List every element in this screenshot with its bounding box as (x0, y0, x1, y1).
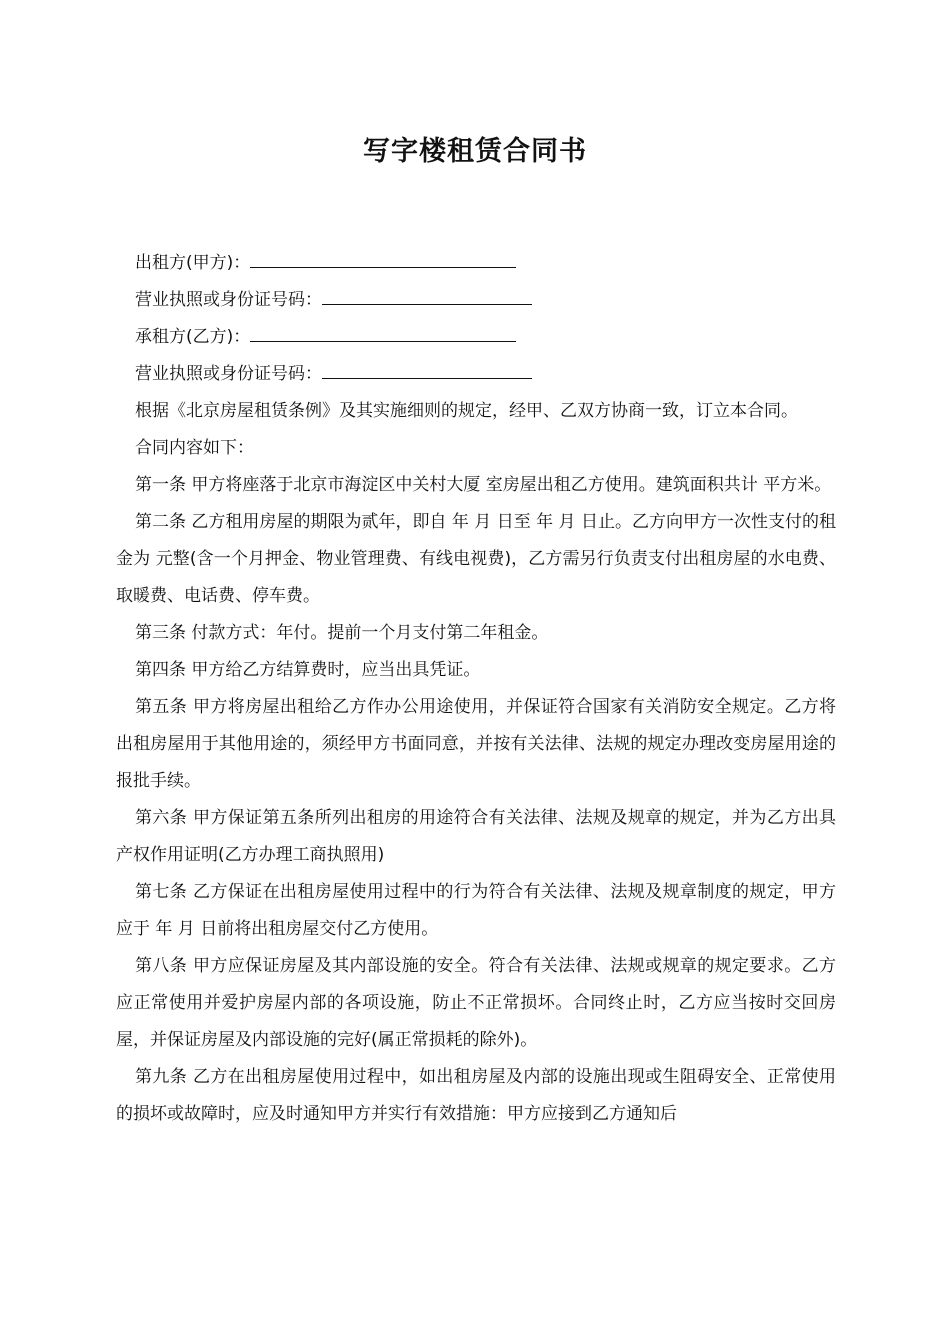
document-title: 写字楼租赁合同书 (363, 136, 587, 167)
lessor-id-blank-line (322, 284, 532, 305)
lessor-blank-line (250, 247, 516, 268)
field-label: 营业执照或身份证号码： (135, 290, 322, 310)
article-2: 第二条 乙方租用房屋的期限为贰年，即自 年 月 日至 年 月 日止。乙方向甲方一次性支付的租金为 元整(含一个月押金、物业管理费、有线电视费)，乙方需另行负责支付出租房屋的水电费、取暖费、电话费、停车费。 (116, 512, 836, 606)
preamble-paragraph: 根据《北京房屋租赁条例》及其实施细则的规定，经甲、乙双方协商一致，订立本合同。 (135, 401, 798, 421)
article-9: 第九条 乙方在出租房屋使用过程中，如出租房屋及内部的设施出现或生阻碍安全、正常使用的损坏或故障时，应及时通知甲方并实行有效措施：甲方应接到乙方通知后 (116, 1067, 836, 1124)
article-6: 第六条 甲方保证第五条所列出租房的用途符合有关法律、法规及规章的规定，并为乙方出具产权作用证明(乙方办理工商执照用) (116, 808, 836, 865)
lessor-id-field (116, 282, 836, 319)
field-label: 承租方(乙方)： (135, 327, 251, 347)
article-8: 第八条 甲方应保证房屋及其内部设施的安全。符合有关法律、法规或规章的规定要求。乙方应正常使用并爱护房屋内部的各项设施，防止不正常损坏。合同终止时，乙方应当按时交回房屋，并保证房屋及内部设施的完好(属正常损耗的除外)。 (116, 956, 836, 1050)
contents-intro: 合同内容如下： (135, 438, 254, 458)
lessor-field (116, 245, 836, 282)
article-4: 第四条 甲方给乙方结算费时，应当出具凭证。 (135, 660, 481, 680)
article-7: 第七条 乙方保证在出租房屋使用过程中的行为符合有关法律、法规及规章制度的规定，甲方应于 年 月 日前将出租房屋交付乙方使用。 (116, 882, 836, 939)
document-body (116, 245, 836, 1133)
article-3: 第三条 付款方式：年付。提前一个月支付第二年租金。 (135, 623, 549, 643)
article-1: 第一条 甲方将座落于北京市海淀区中关村大厦 室房屋出租乙方使用。建筑面积共计 平方米。 (135, 475, 832, 495)
field-label: 出租方(甲方)： (135, 253, 251, 273)
lessee-id-field (116, 356, 836, 393)
article-5: 第五条 甲方将房屋出租给乙方作办公用途使用，并保证符合国家有关消防安全规定。乙方将出租房屋用于其他用途的，须经甲方书面同意，并按有关法律、法规的规定办理改变房屋用途的报批手续。 (116, 697, 836, 791)
field-label: 营业执照或身份证号码： (135, 364, 322, 384)
lessee-field (116, 319, 836, 356)
lessee-id-blank-line (322, 358, 532, 379)
lessee-blank-line (250, 321, 516, 342)
